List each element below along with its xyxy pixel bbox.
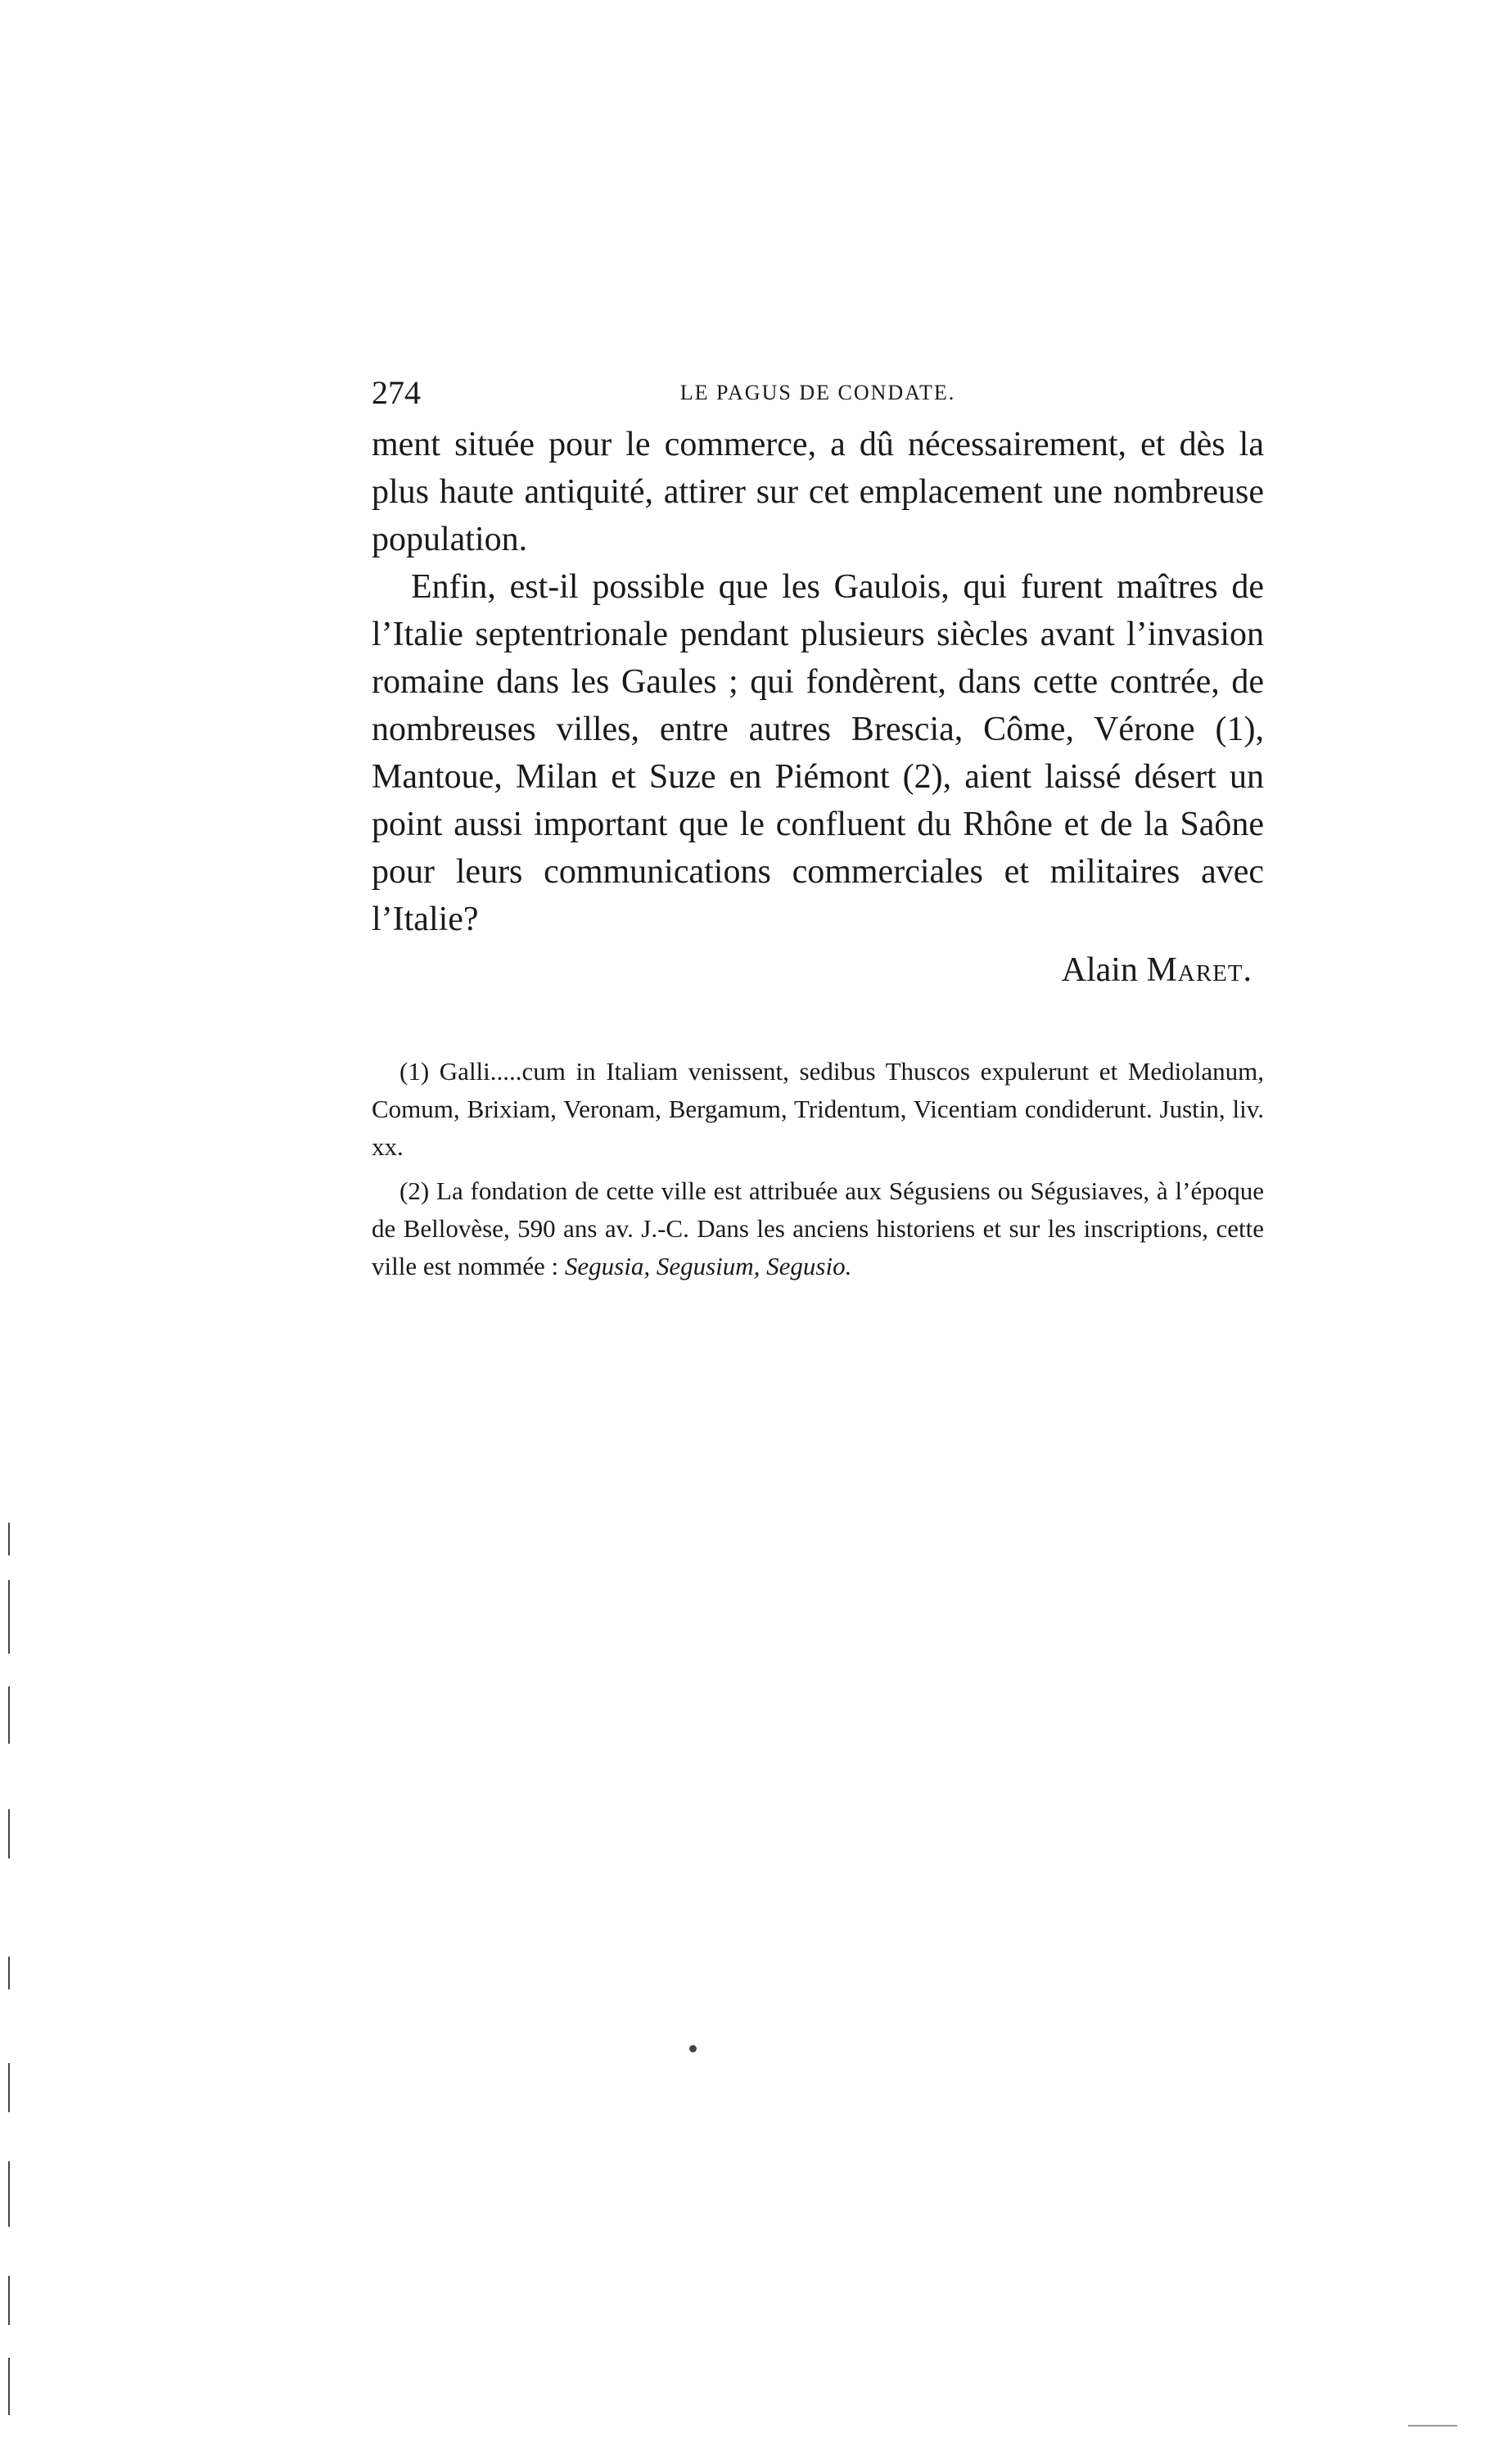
footnotes [372,1053,1264,1285]
author-signature [372,946,1264,994]
footnote-2 [372,1172,1264,1285]
running-title: LE PAGUS DE CONDATE. [679,381,956,404]
footnote-2-text: (2) La fondation de cette ville est attribuée aux Ségusiens ou Ségusiaves, à l’époque de Bellovèse, 590 ans av. J.-C. Dans les anciens historiens et sur les inscriptions, cette ville est nommée : [372,1176,1264,1280]
author-first-name: Alain [1061,951,1138,989]
page-content [372,370,1264,1285]
footnote-2-latin-names: Segusia, Segusium, Segusio. [564,1252,852,1280]
running-head [372,370,1264,416]
main-text [372,421,1264,943]
page-number: 274 [372,374,421,411]
footnote-1: (1) Galli.....cum in Italiam venissent, sedibus Thuscos expulerunt et Mediolanum, Comum, Brixiam, Veronam, Bergamum, Tridentum, Vicentiam condiderunt. Justin, liv. xx. [372,1057,1264,1161]
paragraph-enfin: Enfin, est-il possible que les Gaulois, qui furent maîtres de l’Italie septentrionale pendant plusieurs siècles avant l’invasion romaine dans les Gaules ; qui fondèrent, dans cette contrée, de nombreuses villes, entre autres Brescia, Côme, Vérone (1), Mantoue, Milan et Suze en Piémont (2), aient laissé désert un point aussi important que le confluent du Rhône et de la Saône pour leurs communications commerciales et militaires avec l’Italie? [372,568,1264,938]
paragraph-continued: ment située pour le commerce, a dû nécessairement, et dès la plus haute antiquité, attirer sur cet emplacement une nombreuse population. [372,426,1264,558]
author-last-name: Maret. [1146,951,1252,989]
